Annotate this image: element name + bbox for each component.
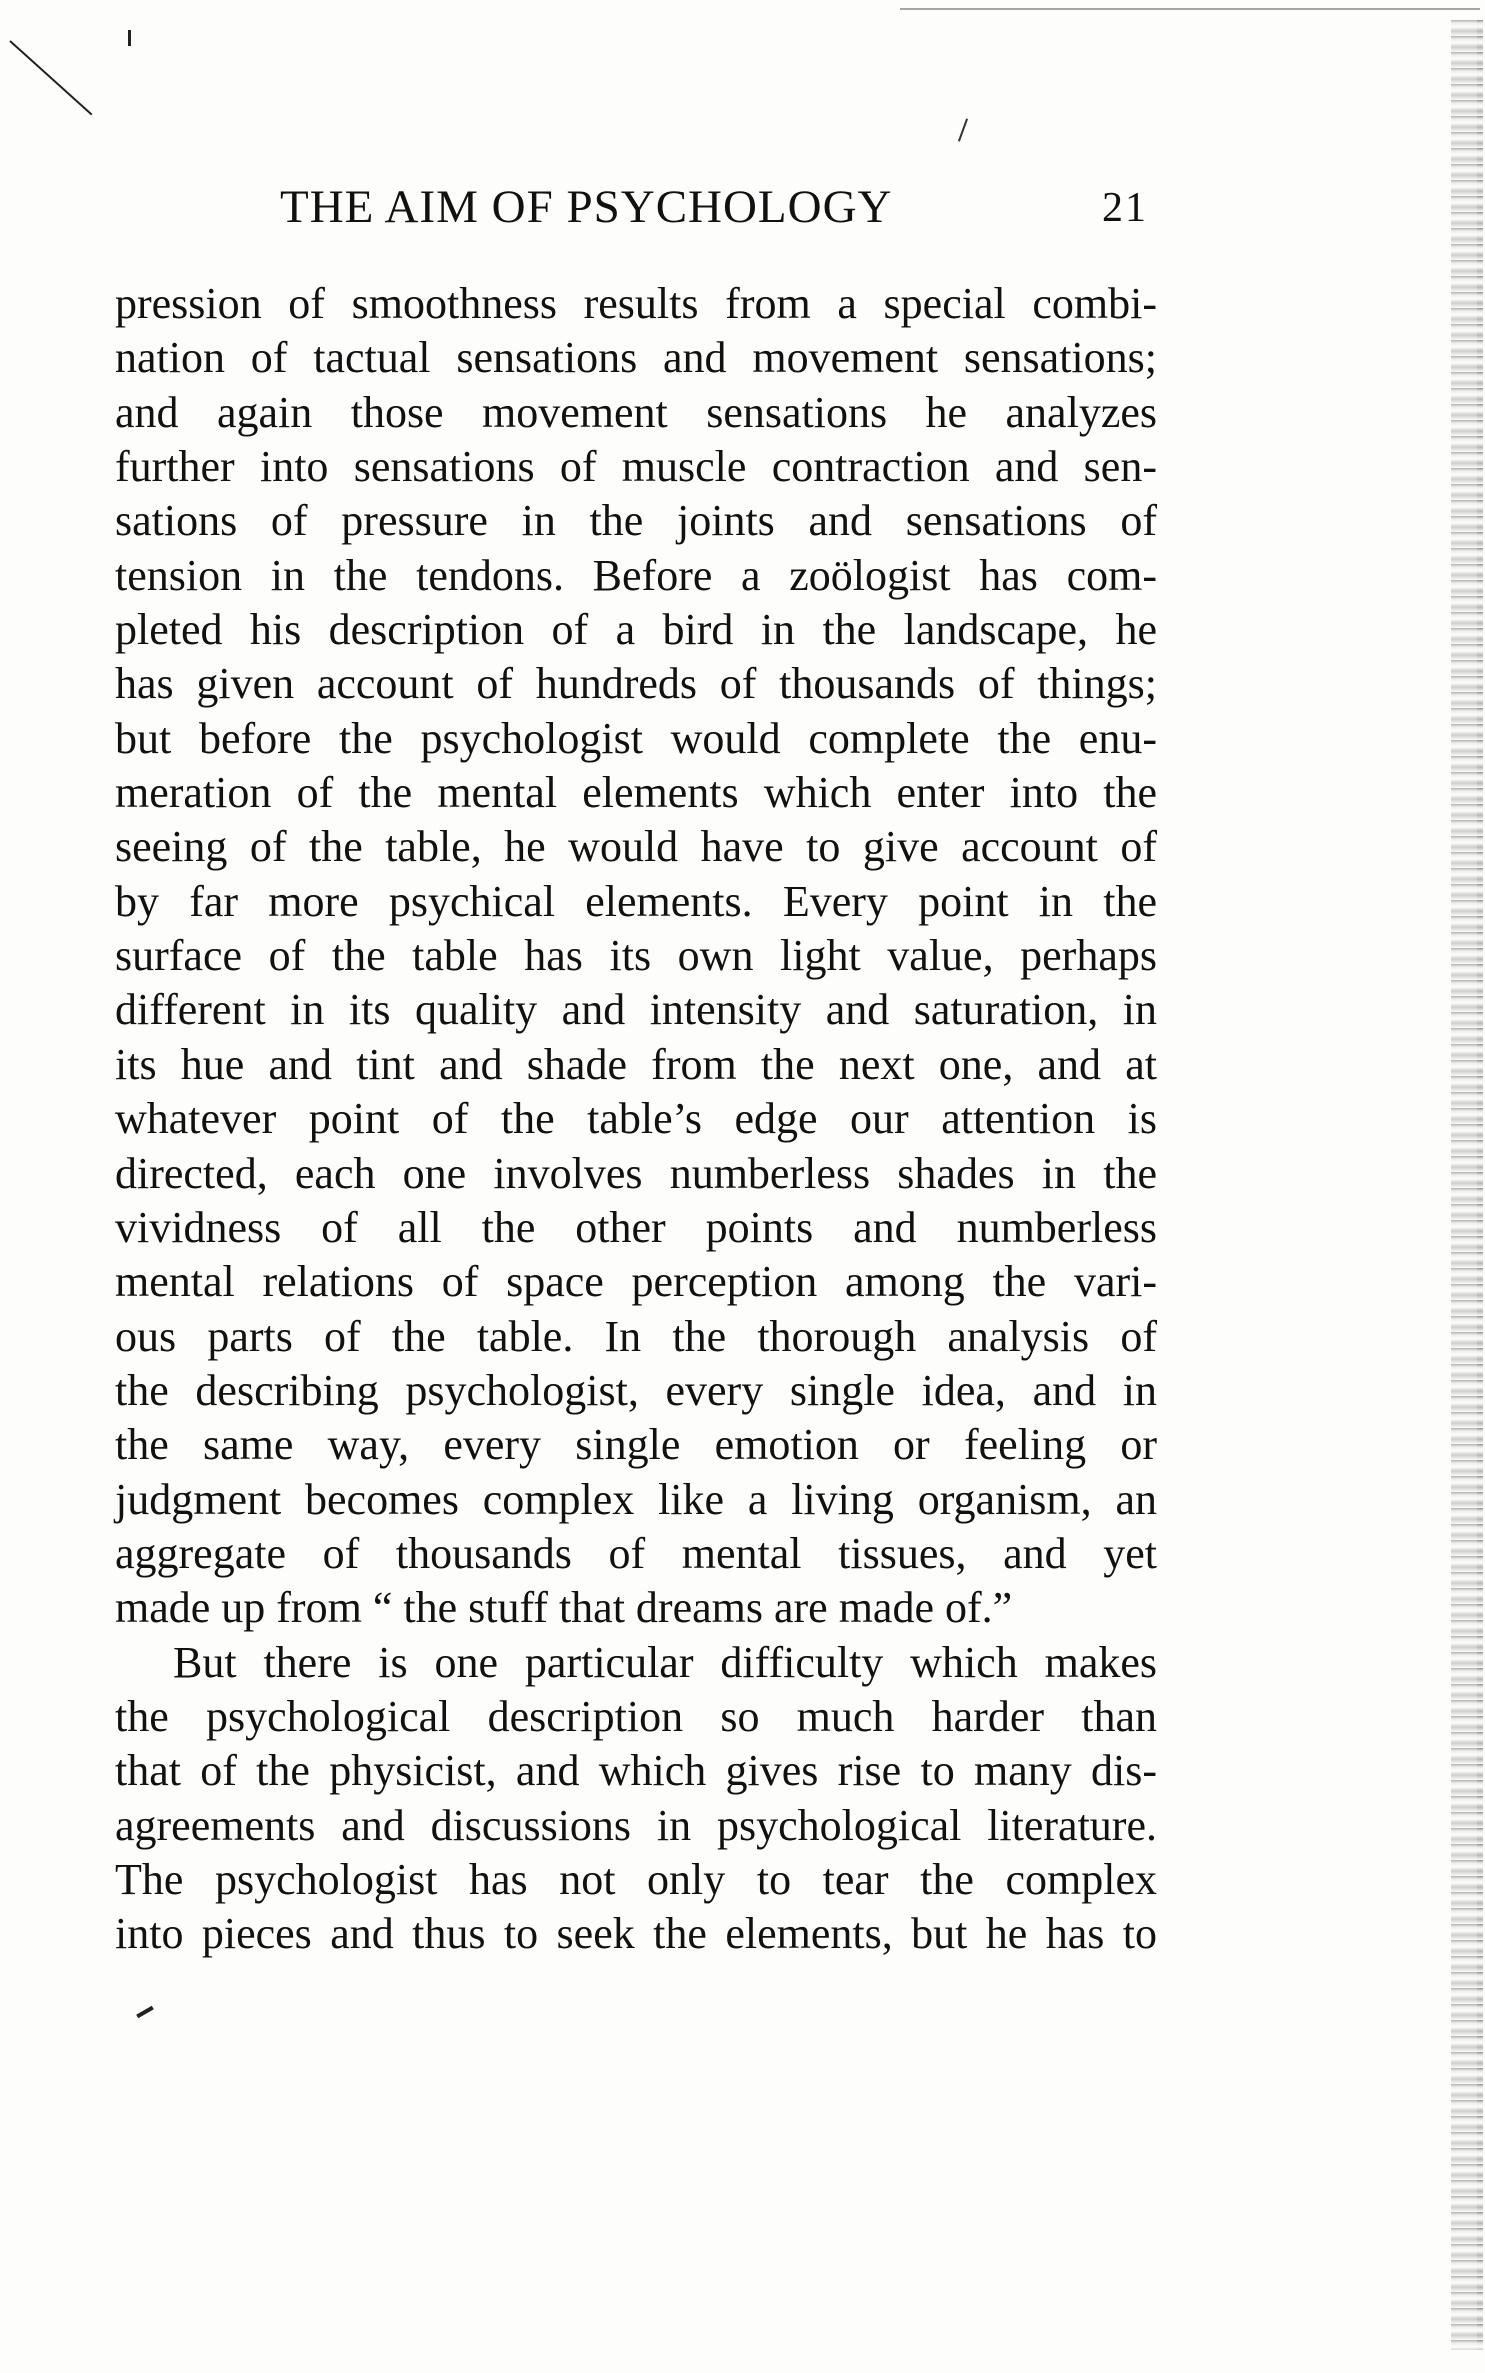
scan-mark-tick [128, 30, 131, 46]
text-line: the same way, every single emotion or feeling or [115, 1420, 1157, 1470]
text-line: aggregate of thousands of mental tissues, and yet [115, 1528, 1157, 1578]
scan-edge-right-outer [1477, 20, 1483, 2350]
scan-mark-slash [958, 118, 968, 141]
text-line: further into sensations of muscle contraction and sen- [115, 442, 1157, 492]
text-line: tension in the tendons. Before a zoölogist has com- [115, 550, 1157, 600]
text-line: has given account of hundreds of thousands of things; [115, 659, 1157, 709]
scan-edge-right [1451, 20, 1477, 2350]
text-line: nation of tactual sensations and movement sensations; [115, 333, 1157, 383]
running-head [270, 180, 1170, 250]
text-line: The psychologist has not only to tear the complex [115, 1854, 1157, 1904]
scan-mark-diagonal [9, 40, 92, 115]
text-line: directed, each one involves numberless shades in the [115, 1148, 1157, 1198]
text-line: made up from “ the stuff that dreams are made of.” [115, 1583, 1013, 1633]
page-number: 21 [1102, 185, 1148, 231]
text-line: the describing psychologist, every single idea, and in [115, 1365, 1157, 1415]
text-line: mental relations of space perception among the vari- [115, 1257, 1157, 1307]
text-line: the psychological description so much harder than [115, 1691, 1157, 1741]
text-line: that of the physicist, and which gives rise to many dis- [115, 1746, 1157, 1796]
running-head-title: THE AIM OF PSYCHOLOGY [280, 181, 893, 233]
text-line: pleted his description of a bird in the landscape, he [115, 605, 1157, 655]
text-line: into pieces and thus to seek the elements, but he has to [115, 1909, 1157, 1959]
paragraph-1 [115, 277, 1157, 1636]
text-line: different in its quality and intensity and saturation, in [115, 985, 1157, 1035]
text-line: vividness of all the other points and numberless [115, 1202, 1157, 1252]
text-line: judgment becomes complex like a living organism, an [115, 1474, 1157, 1524]
text-line: by far more psychical elements. Every point in the [115, 876, 1157, 926]
text-line: surface of the table has its own light value, perhaps [115, 931, 1157, 981]
text-line: pression of smoothness results from a special combi- [115, 279, 1157, 328]
paragraph-2 [115, 1636, 1157, 1962]
body-text [115, 277, 1157, 1962]
text-line: but before the psychologist would complete the enu- [115, 713, 1157, 763]
text-line: But there is one particular difficulty which makes [173, 1637, 1157, 1687]
text-line: ous parts of the table. In the thorough analysis of [115, 1311, 1157, 1361]
scan-edge-top [900, 8, 1480, 10]
scan-mark-arrow [136, 2006, 154, 2018]
text-line: whatever point of the table’s edge our attention is [115, 1094, 1157, 1144]
text-line: its hue and tint and shade from the next one, and at [115, 1039, 1157, 1089]
text-line: agreements and discussions in psychological literature. [115, 1800, 1157, 1850]
text-line: sations of pressure in the joints and sensations of [115, 496, 1157, 546]
text-line: seeing of the table, he would have to give account of [115, 822, 1157, 872]
text-line: meration of the mental elements which enter into the [115, 768, 1157, 818]
text-line: and again those movement sensations he analyzes [115, 387, 1157, 437]
